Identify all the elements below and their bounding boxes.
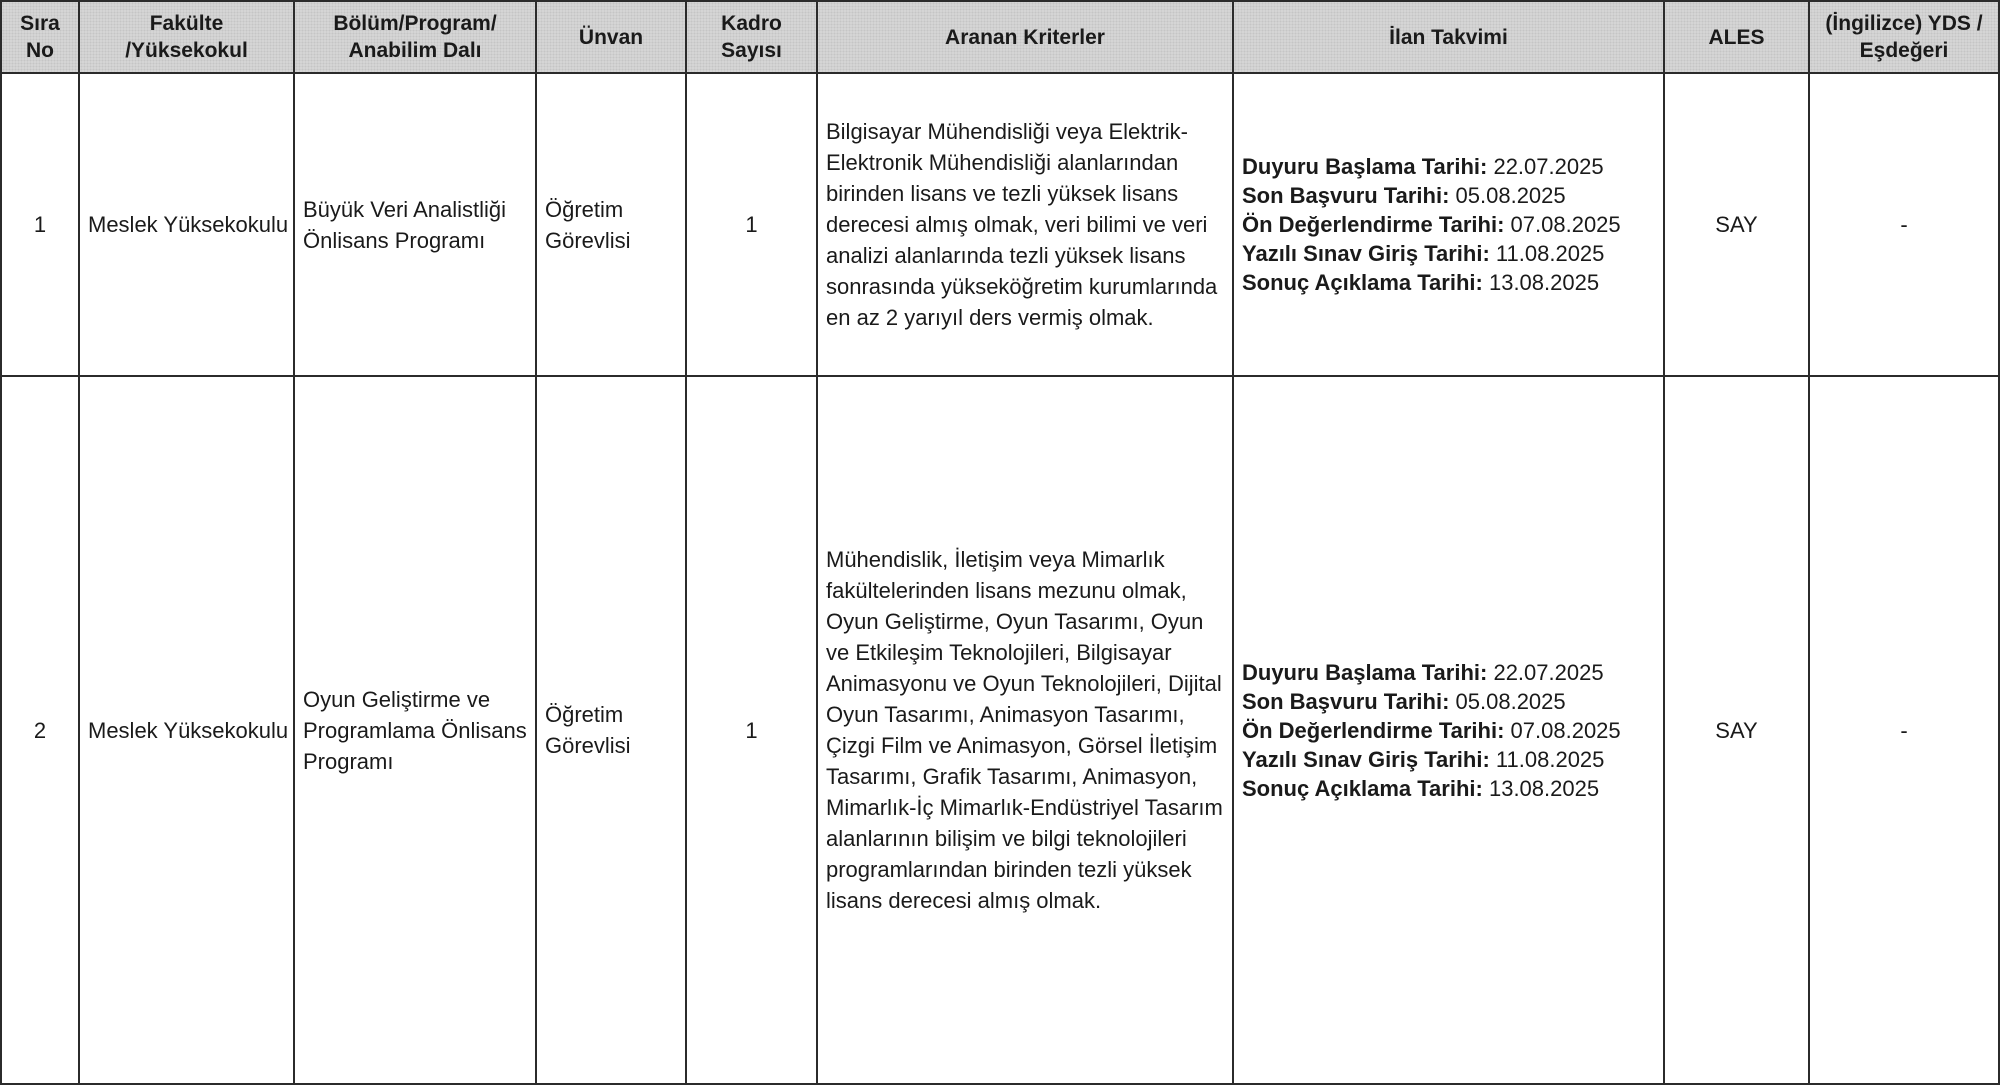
row-1-takvim-duyuru (1242, 152, 1621, 181)
row-2-takvim-sonuc (1242, 774, 1621, 803)
row-2-unvan-text: Öğretim Görevlisi (545, 702, 631, 758)
row-1-kriterler-text: Bilgisayar Mühendisliği veya Elektrik-Elektronik Mühendisliği alanlarından birinden lisans ve tezli yüksek lisans derecesi almış olmak, veri bilimi ve veri analizi alanlarında tezli yüksek lisans sonrasında yükseköğretim kurumlarında en az 2 yarıyıl ders vermiş olmak. (826, 119, 1218, 330)
header-fakulte (80, 0, 295, 74)
row-1-sira-no (0, 74, 80, 377)
row-2-kadro (687, 377, 818, 1085)
row-2-fakulte (80, 377, 295, 1085)
row-2-takvim (1234, 377, 1665, 1085)
calendar-label: Sonuç Açıklama Tarihi: (1242, 775, 1483, 801)
row-2-ales (1665, 377, 1810, 1085)
calendar-label: Yazılı Sınav Giriş Tarihi: (1242, 241, 1490, 266)
row-1-yds-text: - (1900, 212, 1908, 237)
row-1-takvim-on-degerlendirme (1242, 210, 1621, 239)
calendar-date: 07.08.2025 (1510, 212, 1621, 237)
row-1-ales-text: SAY (1715, 212, 1758, 237)
calendar-label: Duyuru Başlama Tarihi: (1242, 154, 1488, 179)
header-kadro (687, 0, 818, 74)
header-kadro-label: Kadro Sayısı (721, 12, 782, 62)
header-sira-no (0, 0, 80, 74)
row-2-takvim-list (1242, 658, 1621, 803)
row-1-unvan (537, 74, 687, 377)
row-1-unvan-text: Öğretim Görevlisi (545, 196, 631, 253)
calendar-date: 13.08.2025 (1488, 775, 1600, 801)
header-bolum-label: Bölüm/Program/ Anabilim Dalı (333, 12, 497, 62)
header-kriterler-label: Aranan Kriterler (945, 25, 1105, 49)
row-2-takvim-on-degerlendirme (1242, 716, 1621, 745)
header-ales-label: ALES (1708, 25, 1765, 49)
row-2-kriterler-text: Mühendislik, İletişim veya Mimarlık fakültelerinden lisans mezunu olmak, Oyun Geliştirme, Oyun Tasarımı, Oyun ve Etkileşim Teknolojileri, Bilgisayar Animasyonu ve Oyun Teknolojileri, Dijital Oyun Tasarımı, Animasyon Tasarımı, Çizgi Film ve Animasyon, Görsel İletişim Tasarımı, Grafik Tasarımı, Animasyon, Mimarlık-İç Mimarlık-Endüstriyel Tasarım alanlarının bilişim ve bilgi teknolojileri programlarından birinden tezli yüksek lisans derecesi almış olmak. (826, 547, 1223, 913)
header-takvim (1234, 0, 1665, 74)
header-kriterler (818, 0, 1234, 74)
row-2-sira-no (0, 377, 80, 1085)
row-2-kadro-text: 1 (745, 717, 758, 743)
row-1-yds (1810, 74, 2000, 377)
header-yds-label: (İngilizce) YDS / Eşdeğeri (1825, 12, 1983, 62)
row-1-kriterler (818, 74, 1234, 377)
row-2-yds-text: - (1900, 717, 1908, 743)
calendar-label: Sonuç Açıklama Tarihi: (1242, 270, 1483, 295)
row-2-bolum (295, 377, 537, 1085)
row-1-bolum-text: Büyük Veri Analistliği Önlisans Programı (303, 196, 506, 253)
row-2-fakulte-text: Meslek Yüksekokulu (88, 717, 289, 743)
calendar-label: Son Başvuru Tarihi: (1242, 688, 1450, 714)
row-2-takvim-yazili-sinav (1242, 745, 1621, 774)
header-sira-no-label: Sıra No (20, 12, 60, 62)
calendar-date: 11.08.2025 (1495, 241, 1605, 266)
calendar-date: 05.08.2025 (1455, 688, 1566, 714)
row-1-ales (1665, 74, 1810, 377)
row-1-bolum (295, 74, 537, 377)
row-1-takvim-sonuc (1242, 268, 1621, 297)
row-1-kadro (687, 74, 818, 377)
header-unvan-label: Ünvan (578, 25, 644, 49)
calendar-date: 13.08.2025 (1488, 270, 1600, 295)
calendar-label: Duyuru Başlama Tarihi: (1242, 659, 1488, 685)
calendar-date: 11.08.2025 (1495, 746, 1605, 772)
calendar-label: Son Başvuru Tarihi: (1242, 183, 1450, 208)
row-2-ales-text: SAY (1715, 717, 1758, 743)
header-takvim-label: İlan Takvimi (1389, 25, 1508, 49)
header-ales (1665, 0, 1810, 74)
row-2-yds (1810, 377, 2000, 1085)
row-1-takvim (1234, 74, 1665, 377)
row-1-takvim-yazili-sinav (1242, 239, 1621, 268)
header-yds (1810, 0, 2000, 74)
header-unvan (537, 0, 687, 74)
calendar-date: 07.08.2025 (1510, 717, 1621, 743)
row-1-kadro-text: 1 (745, 212, 758, 237)
calendar-label: Ön Değerlendirme Tarihi: (1242, 212, 1505, 237)
calendar-date: 22.07.2025 (1493, 154, 1604, 179)
row-2-takvim-son-basvuru (1242, 687, 1621, 716)
row-1-fakulte-text: Meslek Yüksekokulu (88, 212, 289, 237)
header-bolum (295, 0, 537, 74)
row-1-takvim-list (1242, 152, 1621, 297)
row-2-unvan (537, 377, 687, 1085)
calendar-date: 05.08.2025 (1455, 183, 1566, 208)
row-1-fakulte (80, 74, 295, 377)
header-fakulte-label: Fakülte /Yüksekokul (125, 12, 248, 62)
row-2-bolum-text: Oyun Geliştirme ve Programlama Önlisans Programı (303, 686, 527, 774)
calendar-label: Ön Değerlendirme Tarihi: (1242, 717, 1505, 743)
row-2-kriterler (818, 377, 1234, 1085)
row-2-takvim-duyuru (1242, 658, 1621, 687)
calendar-date: 22.07.2025 (1493, 659, 1604, 685)
calendar-label: Yazılı Sınav Giriş Tarihi: (1242, 746, 1490, 772)
row-1-takvim-son-basvuru (1242, 181, 1621, 210)
row-1-sira-no-text: 1 (33, 212, 47, 237)
row-2-sira-no-text: 2 (33, 717, 47, 743)
